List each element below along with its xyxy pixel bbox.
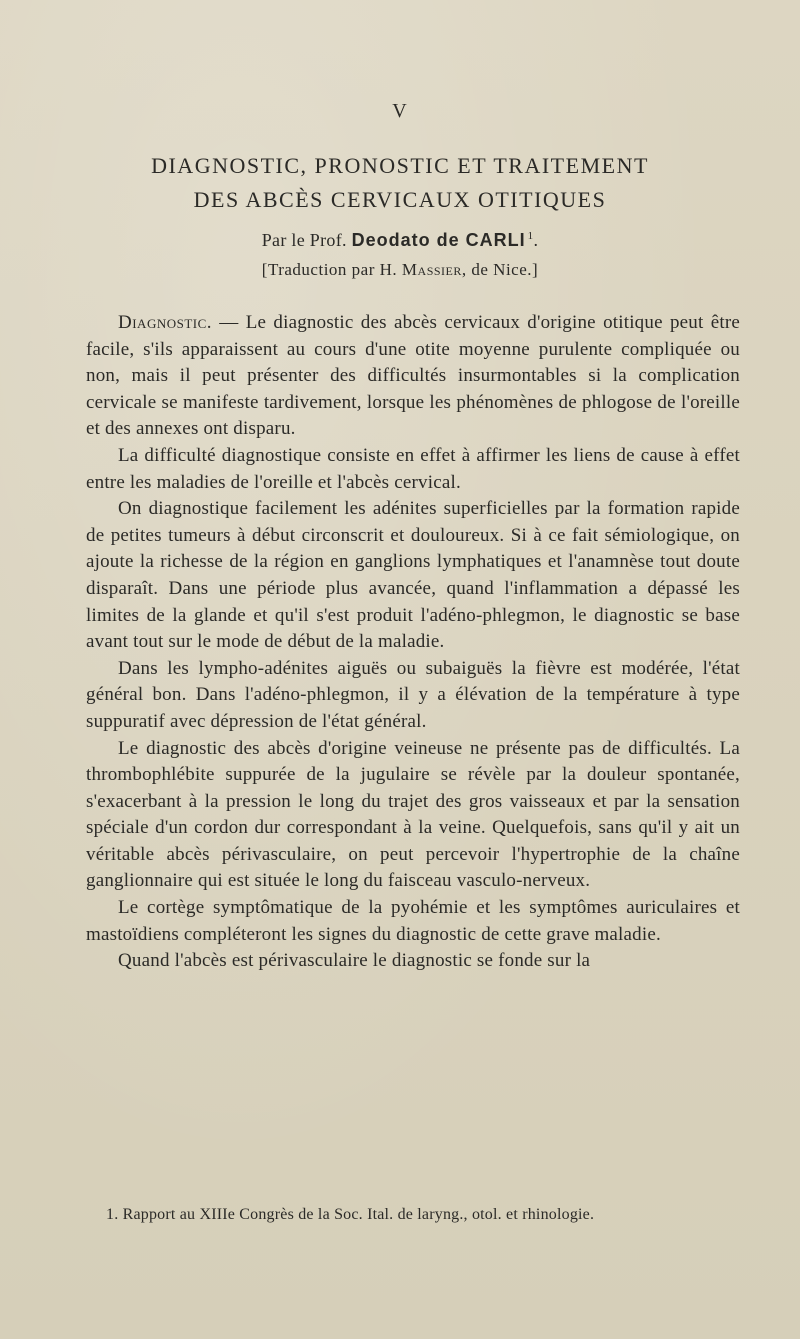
author-line xyxy=(0,230,800,251)
paragraph: Dans les lympho-adénites aiguës ou subaiguës la fièvre est modérée, l'état général bon. Dans l'adéno-phlegmon, il y a élévation de la température à type suppuratif avec dépression de l'état général. xyxy=(86,657,740,732)
author-name: Deodato de CARLI xyxy=(351,230,526,250)
paragraph: Le cortège symptômatique de la pyohémie et les symptômes auriculaires et mastoïdiens compléteront les signes du diagnostic de cette grave maladie. xyxy=(86,897,740,945)
section-lead: Diagnostic. xyxy=(118,312,213,333)
paragraph: Quand l'abcès est périvasculaire le diagnostic se fonde sur la xyxy=(118,950,591,972)
footnote-ref[interactable]: 1 xyxy=(527,230,534,242)
author-prefix: Par le Prof. xyxy=(261,230,347,250)
paragraph: La difficulté diagnostique consiste en effet à affirmer les liens de cause à effet entre les maladies de l'oreille et l'abcès cervical. xyxy=(86,444,740,493)
title-line-1: DIAGNOSTIC, PRONOSTIC ET TRAITEMENT xyxy=(151,153,649,178)
translation-credit xyxy=(0,260,800,280)
paragraph xyxy=(86,310,740,443)
translation-suffix: , de Nice.] xyxy=(461,260,539,279)
translation-prefix: [Traduction par H. xyxy=(261,260,398,279)
paragraph: On diagnostique facilement les adénites superficielles par la formation rapide de petites tumeurs à début circonscrit et douloureux. Si à ce fait sémiologique, on ajoute la richesse de la région en ganglions lymphatiques et l'anamnèse tout doute disparaît. Dans une période plus avancée, quand l'inflammation a dépassé les limites de la glande et qu'il s'est produit l'adéno-phlegmon, le diagnostic se base avant tout sur le mode de début de la maladie. xyxy=(86,498,740,653)
translator-name: Massier xyxy=(401,260,462,279)
paragraph-text: — Le diagnostic des abcès cervicaux d'origine otitique peut être facile, s'ils apparaissent au cours d'une otite moyenne purulente compliquée ou non, mais il peut présenter des difficultés insurmontables si la complication cervicale se manifeste tardivement, lorsque les phénomènes de phlogose de l'oreille et des annexes ont disparu. xyxy=(86,312,740,440)
author-suffix: . xyxy=(533,230,539,250)
body-text xyxy=(86,310,740,975)
title-line-2: DES ABCÈS CERVICAUX OTITIQUES xyxy=(193,187,607,212)
footnote: 1. Rapport au XIIIe Congrès de la Soc. Ital. de laryng., otol. et rhinologie. xyxy=(106,1206,595,1223)
chapter-number: V xyxy=(392,100,408,122)
paragraph: Le diagnostic des abcès d'origine veineuse ne présente pas de difficultés. La thrombophlébite suppurée de la jugulaire se révèle par la douleur spontanée, s'exacerbant à la pression le long du trajet des gros vaisseaux et par la sensation spéciale d'un cordon dur correspondant à la veine. Quelquefois, sans qu'il y ait un véritable abcès périvasculaire, on peut percevoir l'hypertrophie de la chaîne ganglionnaire qui est située le long du faisceau vasculo-nerveux. xyxy=(86,737,740,892)
